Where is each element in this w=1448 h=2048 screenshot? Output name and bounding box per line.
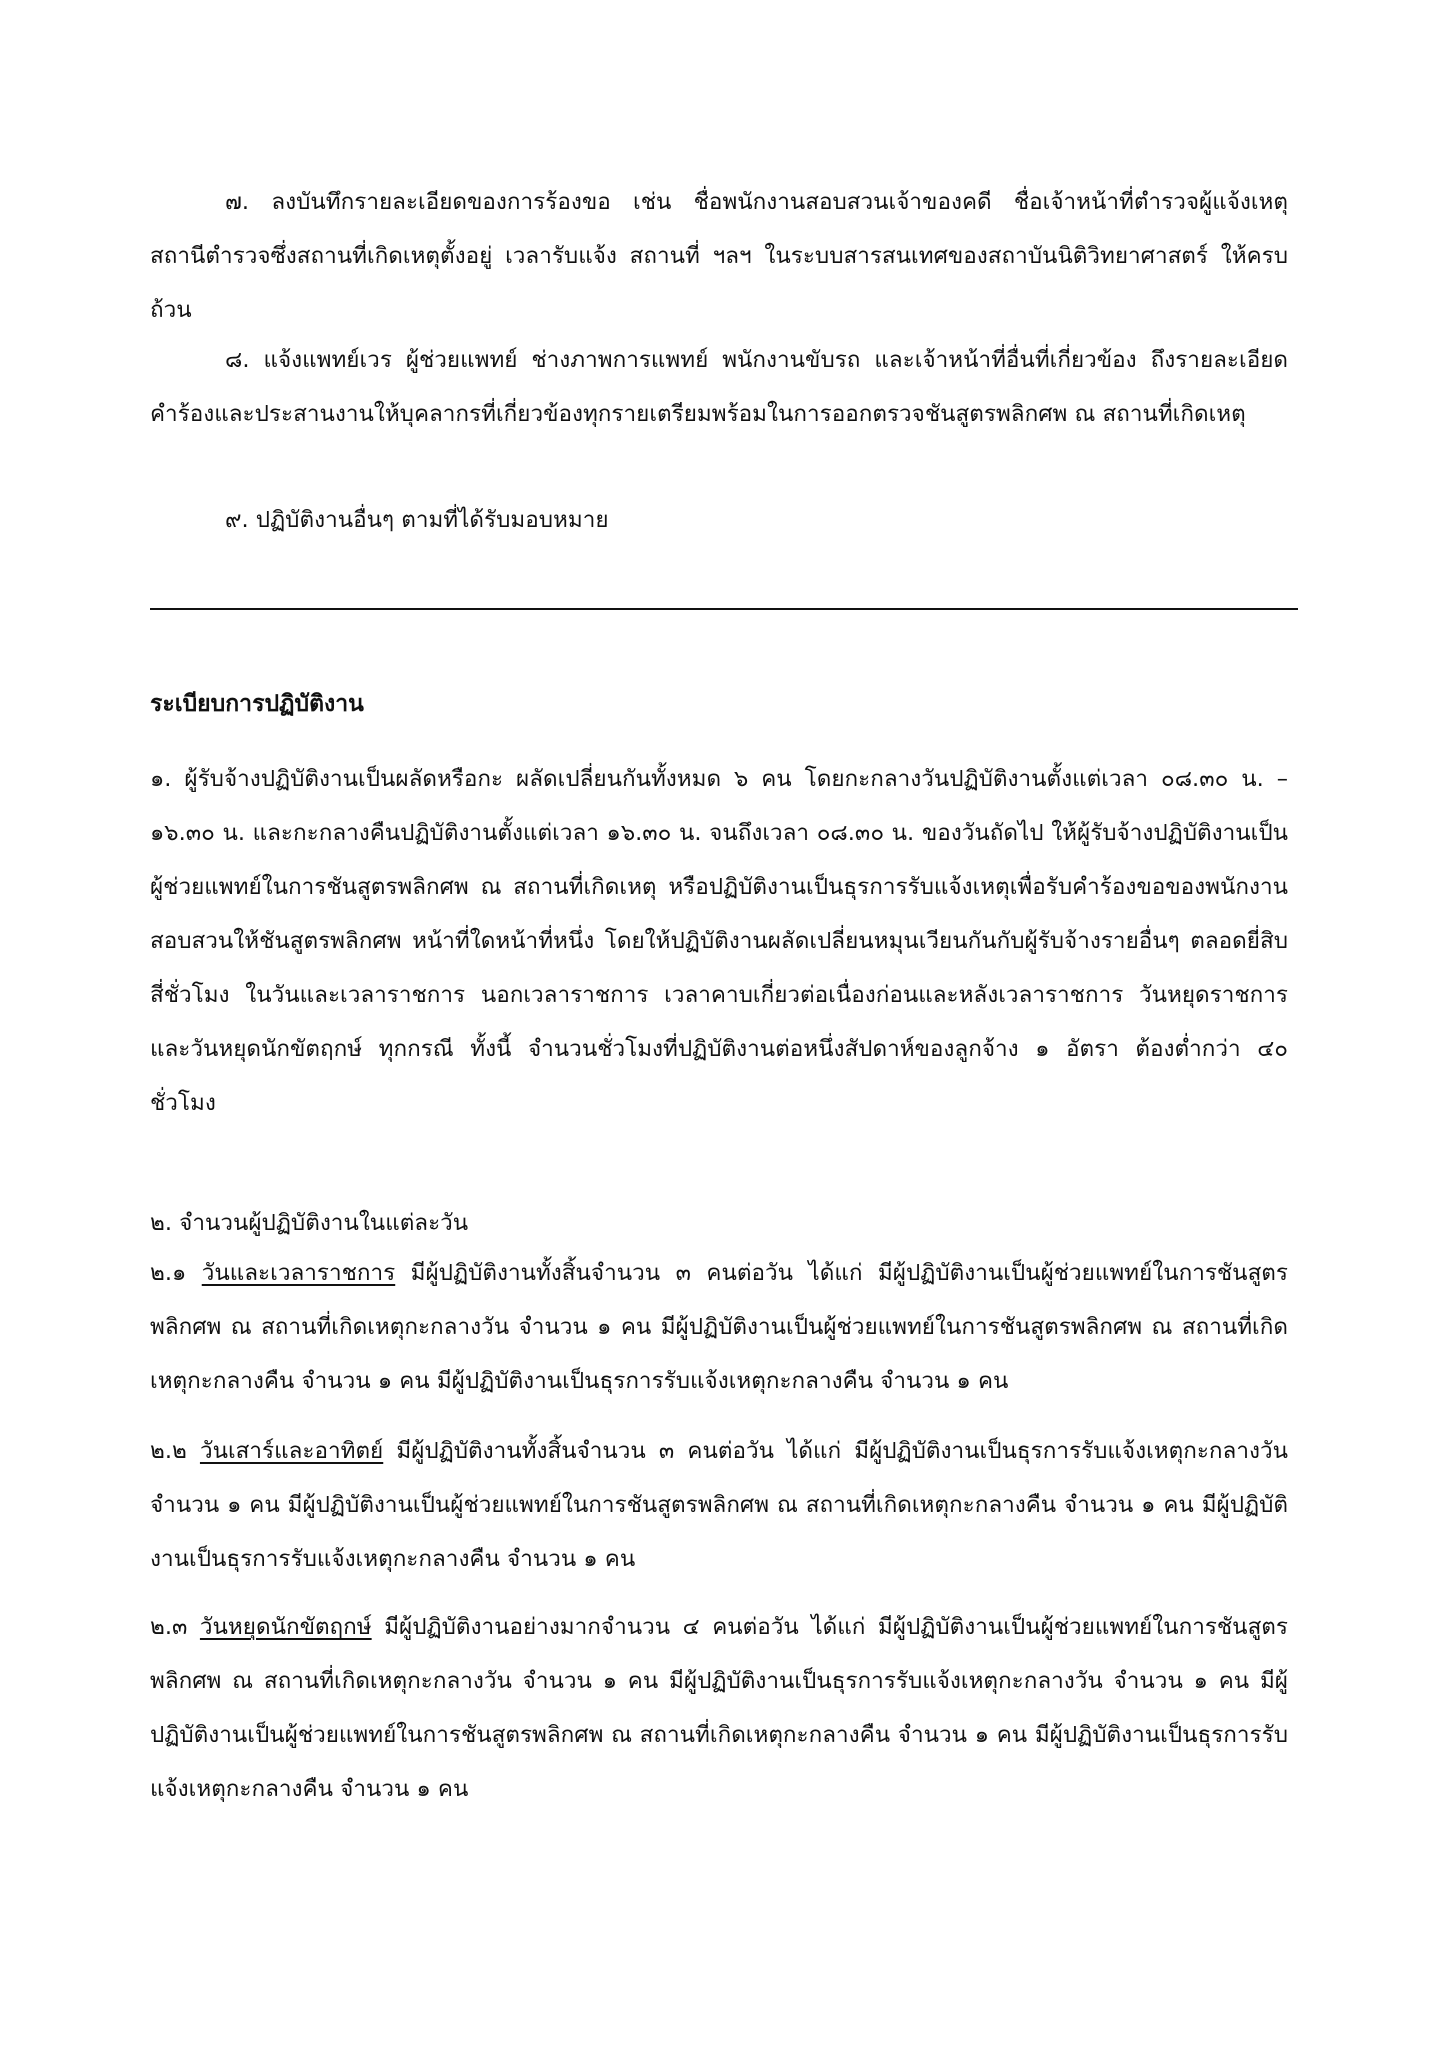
sub-item-2-1 [150, 1246, 1288, 1408]
item-text: ปฏิบัติงานอื่นๆ ตามที่ได้รับมอบหมาย [255, 507, 609, 533]
item-text: ลงบันทึกรายละเอียดของการร้องขอ เช่น ชื่อพนักงานสอบสวนเจ้าของคดี ชื่อเจ้าหน้าที่ตำรวจผู้แจ้งเหตุ สถานีตำรวจซึ่งสถานที่เกิดเหตุตั้งอยู่ เวลารับแจ้ง สถานที่ ฯลฯ ในระบบสารสนเทศของสถาบันนิติวิทยาศาสตร์ ให้ครบถ้วน [150, 189, 1288, 323]
item-number: ๘. [225, 347, 250, 373]
sub-item-number: ๒.๓ [150, 1614, 188, 1640]
rule-item-2 [150, 1196, 1288, 1250]
item-number: ๒. [150, 1210, 172, 1236]
item-number: ๑. [150, 766, 172, 792]
list-item-9 [150, 493, 1288, 547]
list-item-8 [150, 333, 1288, 441]
sub-item-2-2 [150, 1424, 1288, 1586]
item-number: ๙. [225, 507, 249, 533]
sub-item-text: มีผู้ปฏิบัติงานทั้งสิ้นจำนวน ๓ คนต่อวัน ได้แก่ มีผู้ปฏิบัติงานเป็นธุรการรับแจ้งเหตุกะกลางวัน จำนวน ๑ คน มีผู้ปฏิบัติงานเป็นผู้ช่วยแพทย์ในการชันสูตรพลิกศพ ณ สถานที่เกิดเหตุกะกลางคืน จำนวน ๑ คน มีผู้ปฏิบัติงานเป็นธุรการรับแจ้งเหตุกะกลางคืน จำนวน ๑ คน [150, 1438, 1288, 1572]
sub-item-label: วันและเวลาราชการ [201, 1260, 396, 1286]
rule-item-1 [150, 752, 1288, 1130]
sub-item-number: ๒.๑ [150, 1260, 187, 1286]
section-heading: ระเบียบการปฏิบัติงาน [150, 691, 364, 717]
item-number: ๗. [225, 189, 250, 215]
sub-item-text: มีผู้ปฏิบัติงานอย่างมากจำนวน ๔ คนต่อวัน ได้แก่ มีผู้ปฏิบัติงานเป็นผู้ช่วยแพทย์ในการชันสูตรพลิกศพ ณ สถานที่เกิดเหตุกะกลางวัน จำนวน ๑ คน มีผู้ปฏิบัติงานเป็นธุรการรับแจ้งเหตุกะกลางวัน จำนวน ๑ คน มีผู้ปฏิบัติงานเป็นผู้ช่วยแพทย์ในการชันสูตรพลิกศพ ณ สถานที่เกิดเหตุกะกลางคืน จำนวน ๑ คน มีผู้ปฏิบัติงานเป็นธุรการรับแจ้งเหตุกะกลางคืน จำนวน ๑ คน [150, 1614, 1288, 1802]
item-text: จำนวนผู้ปฏิบัติงานในแต่ละวัน [179, 1210, 469, 1236]
list-item-7 [150, 175, 1288, 337]
sub-item-text: มีผู้ปฏิบัติงานทั้งสิ้นจำนวน ๓ คนต่อวัน ได้แก่ มีผู้ปฏิบัติงานเป็นผู้ช่วยแพทย์ในการชันสูตรพลิกศพ ณ สถานที่เกิดเหตุกะกลางวัน จำนวน ๑ คน มีผู้ปฏิบัติงานเป็นผู้ช่วยแพทย์ในการชันสูตรพลิกศพ ณ สถานที่เกิดเหตุกะกลางคืน จำนวน ๑ คน มีผู้ปฏิบัติงานเป็นธุรการรับแจ้งเหตุกะกลางคืน จำนวน ๑ คน [150, 1260, 1288, 1394]
sub-item-label: วันเสาร์และอาทิตย์ [199, 1438, 384, 1464]
horizontal-divider [150, 608, 1298, 610]
item-text: ผู้รับจ้างปฏิบัติงานเป็นผลัดหรือกะ ผลัดเปลี่ยนกันทั้งหมด ๖ คน โดยกะกลางวันปฏิบัติงานตั้งแต่เวลา ๐๘.๓๐ น. – ๑๖.๓๐ น. และกะกลางคืนปฏิบัติงานตั้งแต่เวลา ๑๖.๓๐ น. จนถึงเวลา ๐๘.๓๐ น. ของวันถัดไป ให้ผู้รับจ้างปฏิบัติงานเป็นผู้ช่วยแพทย์ในการชันสูตรพลิกศพ ณ สถานที่เกิดเหตุ หรือปฏิบัติงานเป็นธุรการรับแจ้งเหตุเพื่อรับคำร้องขอของพนักงานสอบสวนให้ชันสูตรพลิกศพ หน้าที่ใดหน้าที่หนึ่ง โดยให้ปฏิบัติงานผลัดเปลี่ยนหมุนเวียนกันกับผู้รับจ้างรายอื่นๆ ตลอดยี่สิบสี่ชั่วโมง ในวันและเวลาราชการ นอกเวลาราชการ เวลาคาบเกี่ยวต่อเนื่องก่อนและหลังเวลาราชการ วันหยุดราชการและวันหยุดนักขัตฤกษ์ ทุกกรณี ทั้งนี้ จำนวนชั่วโมงที่ปฏิบัติงานต่อหนึ่งสัปดาห์ของลูกจ้าง ๑ อัตรา ต้องต่ำกว่า ๔๐ ชั่วโมง [150, 766, 1288, 1116]
item-text: แจ้งแพทย์เวร ผู้ช่วยแพทย์ ช่างภาพการแพทย์ พนักงานขับรถ และเจ้าหน้าที่อื่นที่เกี่ยวข้อง ถึงรายละเอียดคำร้องและประสานงานให้บุคลากรที่เกี่ยวข้องทุกรายเตรียมพร้อมในการออกตรวจชันสูตรพลิกศพ ณ สถานที่เกิดเหตุ [150, 347, 1288, 427]
sub-item-number: ๒.๒ [150, 1438, 187, 1464]
sub-item-label: วันหยุดนักขัตฤกษ์ [199, 1614, 372, 1640]
sub-item-2-3 [150, 1600, 1288, 1816]
